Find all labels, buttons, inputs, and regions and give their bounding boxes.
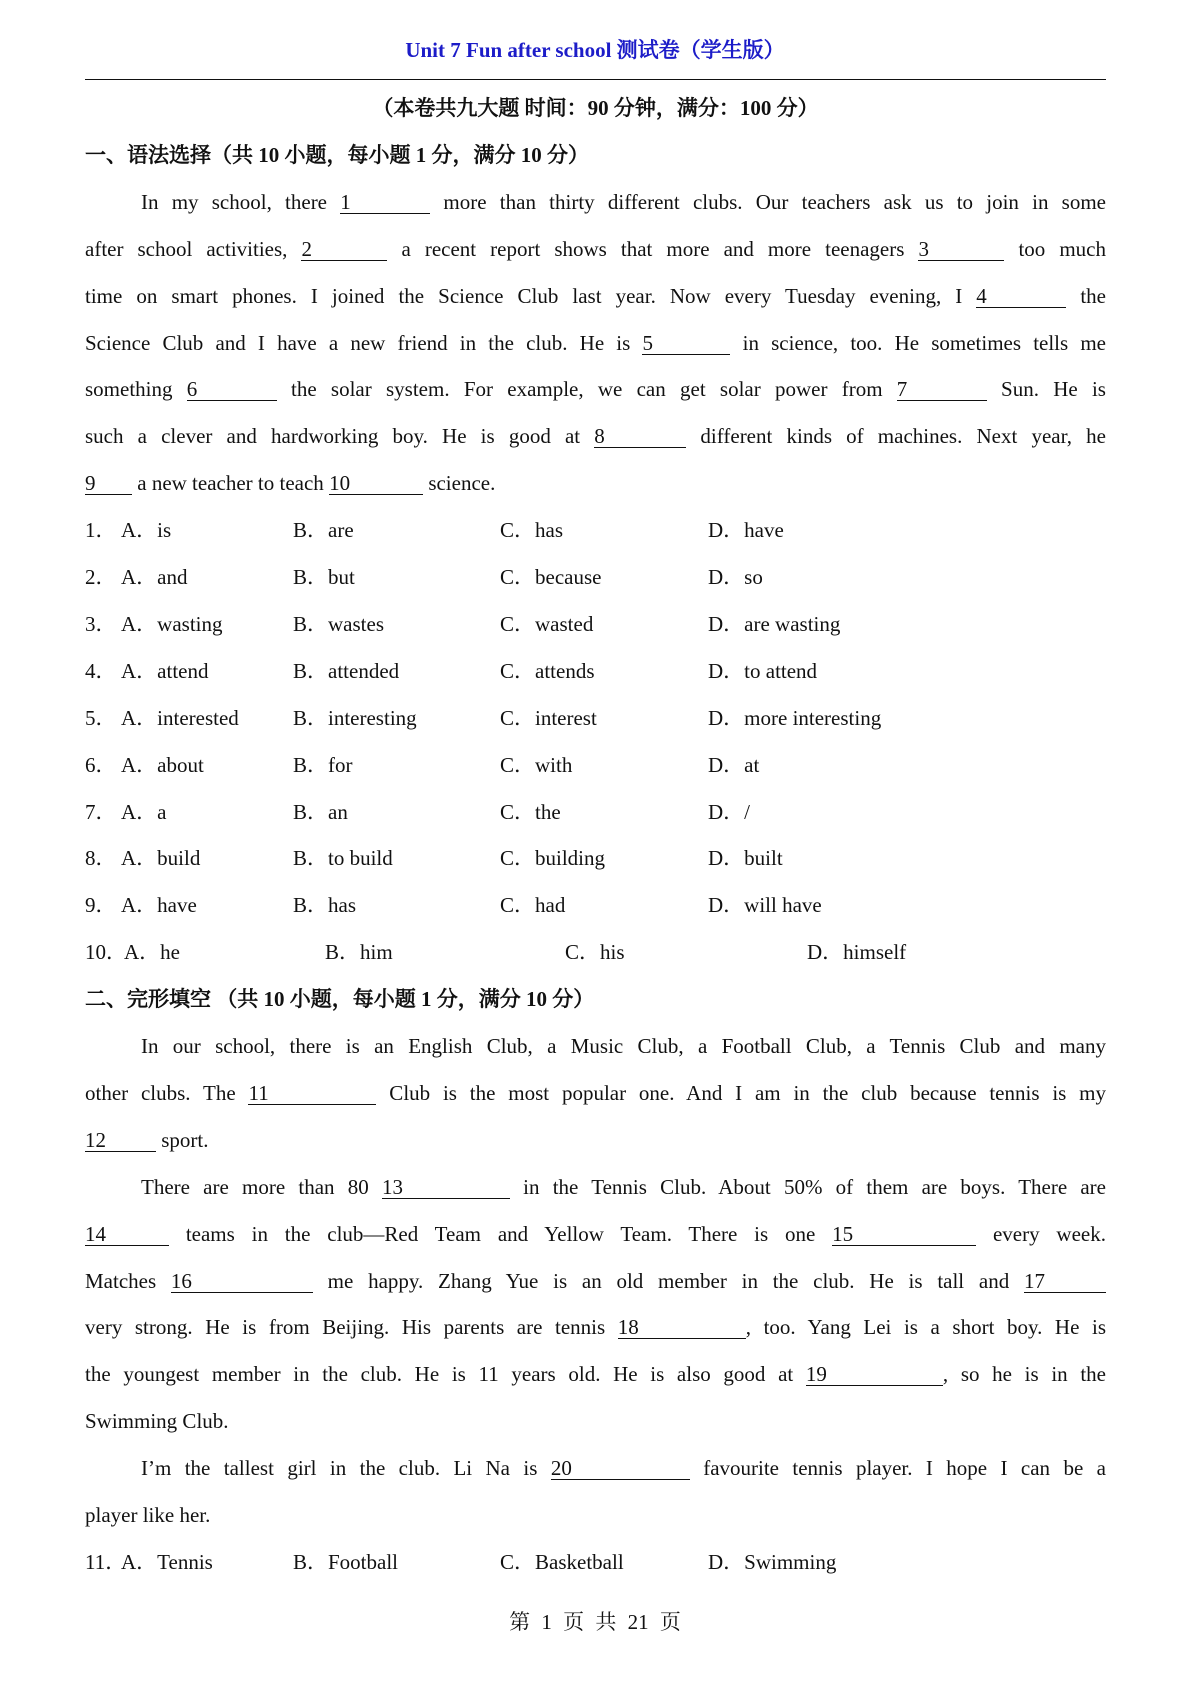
passage-line [85, 1492, 1106, 1539]
passage-text: I’m the tallest girl in the club. Li Na is [141, 1456, 551, 1481]
passage-text: very strong. He is from Beijing. His parents are tennis [85, 1315, 618, 1340]
question-number: 1． [85, 518, 117, 543]
answer-blank-13: 13 [382, 1176, 510, 1199]
option-a[interactable]: A．attend [121, 658, 209, 683]
document-body [85, 85, 1106, 1586]
passage-line [85, 226, 1106, 273]
passage-line [85, 1445, 1106, 1492]
passage-line [85, 1023, 1106, 1070]
passage-line [85, 413, 1106, 460]
passage-line [85, 1164, 1106, 1211]
question-number: 4． [85, 658, 117, 683]
section-1-passage [85, 179, 1106, 507]
option-c[interactable]: C．interest [500, 705, 597, 730]
question-number: 9． [85, 893, 117, 918]
option-b[interactable]: B．attended [293, 658, 400, 683]
passage-text: such a clever and hardworking boy. He is good at [85, 424, 595, 449]
passage-text: Club is the most popular one. And I am in the club because tennis is my [376, 1080, 1107, 1105]
passage-text: , so he is in the [942, 1362, 1106, 1387]
option-b[interactable]: B．interesting [293, 705, 417, 730]
header-divider [85, 79, 1106, 80]
passage-line [85, 1117, 1106, 1164]
passage-text: different kinds of machines. Next year, he [686, 424, 1106, 449]
answer-blank-4: 4 [976, 285, 1066, 308]
passage-line [85, 179, 1106, 226]
question-options-row [85, 695, 1106, 742]
passage-text: more than thirty different clubs. Our teachers ask us to join in some [430, 189, 1107, 214]
passage-text: Swimming Club. [85, 1409, 229, 1434]
option-c[interactable]: C．wasted [500, 611, 594, 636]
exam-info: （本卷共九大题 时间：90 分钟，满分：100 分） [372, 96, 819, 120]
passage-line [85, 1351, 1106, 1398]
question-number: 11． [85, 1549, 127, 1574]
passage-line [85, 320, 1106, 367]
passage-text: in science, too. He sometimes tells me [730, 330, 1107, 355]
answer-blank-11: 11 [248, 1082, 376, 1105]
question-options-row [85, 1539, 1106, 1586]
question-number: 7． [85, 799, 117, 824]
answer-blank-20: 20 [551, 1457, 690, 1480]
section-2-options [85, 1539, 1106, 1586]
passage-text: In our school, there is an English Club, a Music Club, a Football Club, a Tennis Club and many [141, 1033, 1106, 1058]
option-b[interactable]: B．to build [293, 846, 393, 871]
option-c[interactable]: C．attends [500, 658, 595, 683]
passage-text: In my school, there [141, 189, 341, 214]
answer-blank-6: 6 [187, 378, 277, 401]
answer-blank-12: 12 [85, 1129, 156, 1152]
option-a[interactable]: A．Tennis [121, 1549, 213, 1574]
passage-line [85, 1304, 1106, 1351]
answer-blank-5: 5 [642, 332, 730, 355]
passage-text: after school activities, [85, 236, 302, 261]
section-1-heading: 一、语法选择（共 10 小题，每小题 1 分，满分 10 分） [85, 142, 589, 167]
passage-text: Matches [85, 1268, 171, 1293]
passage-text: every week. [976, 1221, 1106, 1246]
option-c[interactable]: C．because [500, 565, 602, 590]
answer-blank-1: 1 [340, 191, 430, 214]
question-options-row [85, 554, 1106, 601]
option-a[interactable]: A．have [121, 893, 197, 918]
option-b[interactable]: B．but [293, 565, 355, 590]
option-c[interactable]: C．had [500, 893, 566, 918]
passage-text: the youngest member in the club. He is 11 years old. He is also good at [85, 1362, 806, 1387]
option-b[interactable]: B．for [293, 752, 353, 777]
option-c[interactable]: C．Basketball [500, 1549, 624, 1574]
question-number: 6． [85, 752, 117, 777]
answer-blank-17: 17 [1024, 1270, 1106, 1293]
passage-line [85, 273, 1106, 320]
option-d[interactable]: D．to attend [708, 658, 818, 683]
answer-blank-8: 8 [594, 425, 686, 448]
passage-text: the [1066, 283, 1106, 308]
passage-text: favourite tennis player. I hope I can be a [689, 1456, 1106, 1481]
passage-text: There are more than 80 [141, 1174, 382, 1199]
option-b[interactable]: B．are [293, 518, 354, 543]
option-c[interactable]: C．building [500, 846, 606, 871]
section-2-heading: 二、完形填空 （共 10 小题，每小题 1 分，满分 10 分） [85, 987, 595, 1012]
question-number: 5． [85, 705, 117, 730]
passage-line [85, 1211, 1106, 1258]
passage-text: player like her. [85, 1503, 211, 1528]
option-b[interactable]: B．has [293, 893, 356, 918]
option-b[interactable]: B．Football [293, 1549, 399, 1574]
option-a[interactable]: A．wasting [121, 611, 223, 636]
passage-line [85, 366, 1106, 413]
passage-text: a new teacher to teach [132, 471, 330, 496]
question-options-row [85, 882, 1106, 929]
question-number: 3． [85, 611, 117, 636]
passage-line [85, 1398, 1106, 1445]
section-2-passage [85, 1023, 1106, 1539]
question-options-row [85, 789, 1106, 836]
option-a[interactable]: A．a [121, 799, 167, 824]
document-title: Unit 7 Fun after school 测试卷（学生版） [405, 38, 785, 62]
answer-blank-9: 9 [85, 472, 132, 495]
option-d[interactable]: D．are wasting [708, 611, 841, 636]
option-a[interactable]: A．build [121, 846, 201, 871]
question-number: 10． [85, 940, 127, 965]
option-d[interactable]: D．Swimming [708, 1549, 837, 1574]
passage-text: Sun. He is [986, 377, 1106, 402]
passage-text: science. [423, 471, 496, 496]
option-c[interactable]: C．has [500, 518, 563, 543]
page-number: 第 1 页 共 21 页 [509, 1610, 681, 1634]
answer-blank-15: 15 [832, 1223, 976, 1246]
option-c[interactable]: C．with [500, 752, 573, 777]
answer-blank-14: 14 [85, 1223, 169, 1246]
option-d[interactable]: D．/ [708, 799, 750, 824]
option-d[interactable]: D．himself [807, 940, 907, 965]
option-d[interactable]: D．built [708, 846, 783, 871]
question-options-row [85, 507, 1106, 554]
option-b[interactable]: B．wastes [293, 611, 384, 636]
section-1-options [85, 507, 1106, 976]
passage-text: sport. [156, 1127, 209, 1152]
option-d[interactable]: D．will have [708, 893, 822, 918]
passage-text: time on smart phones. I joined the Science Club last year. Now every Tuesday evening, I [85, 283, 977, 308]
passage-text: in the Tennis Club. About 50% of them are boys. There are [509, 1174, 1106, 1199]
question-options-row [85, 648, 1106, 695]
option-a[interactable]: A．is [121, 518, 172, 543]
passage-text: , too. Yang Lei is a short boy. He is [745, 1315, 1106, 1340]
question-options-row [85, 929, 1106, 976]
option-d[interactable]: D．more interesting [708, 705, 882, 730]
passage-text: too much [1004, 236, 1106, 261]
option-a[interactable]: A．interested [121, 705, 239, 730]
option-d[interactable]: D．at [708, 752, 760, 777]
passage-text: the solar system. For example, we can get solar power from [276, 377, 897, 402]
answer-blank-18: 18 [618, 1316, 746, 1339]
answer-blank-16: 16 [171, 1270, 313, 1293]
question-number: 2． [85, 565, 117, 590]
passage-line [85, 460, 1106, 507]
passage-text: other clubs. The [85, 1080, 249, 1105]
option-c[interactable]: C．the [500, 799, 561, 824]
answer-blank-7: 7 [897, 378, 987, 401]
answer-blank-3: 3 [918, 238, 1004, 261]
option-d[interactable]: D．so [708, 565, 763, 590]
passage-text: a recent report shows that more and more teenagers [387, 236, 919, 261]
passage-line [85, 1258, 1106, 1305]
question-options-row [85, 601, 1106, 648]
option-d[interactable]: D．have [708, 518, 784, 543]
passage-text: Science Club and I have a new friend in the club. He is [85, 330, 643, 355]
question-options-row [85, 835, 1106, 882]
passage-line [85, 1070, 1106, 1117]
option-b[interactable]: B．an [293, 799, 348, 824]
option-a[interactable]: A．about [121, 752, 204, 777]
option-c[interactable]: C．his [565, 940, 625, 965]
answer-blank-19: 19 [806, 1363, 943, 1386]
option-b[interactable]: B．him [325, 940, 393, 965]
option-a[interactable]: A．he [124, 940, 180, 965]
answer-blank-2: 2 [301, 238, 387, 261]
question-number: 8． [85, 846, 117, 871]
question-options-row [85, 742, 1106, 789]
passage-text: teams in the club—Red Team and Yellow Team. There is one [169, 1221, 833, 1246]
passage-text: me happy. Zhang Yue is an old member in the club. He is tall and [312, 1268, 1024, 1293]
answer-blank-10: 10 [329, 472, 423, 495]
passage-text: something [85, 377, 187, 402]
option-a[interactable]: A．and [121, 565, 188, 590]
